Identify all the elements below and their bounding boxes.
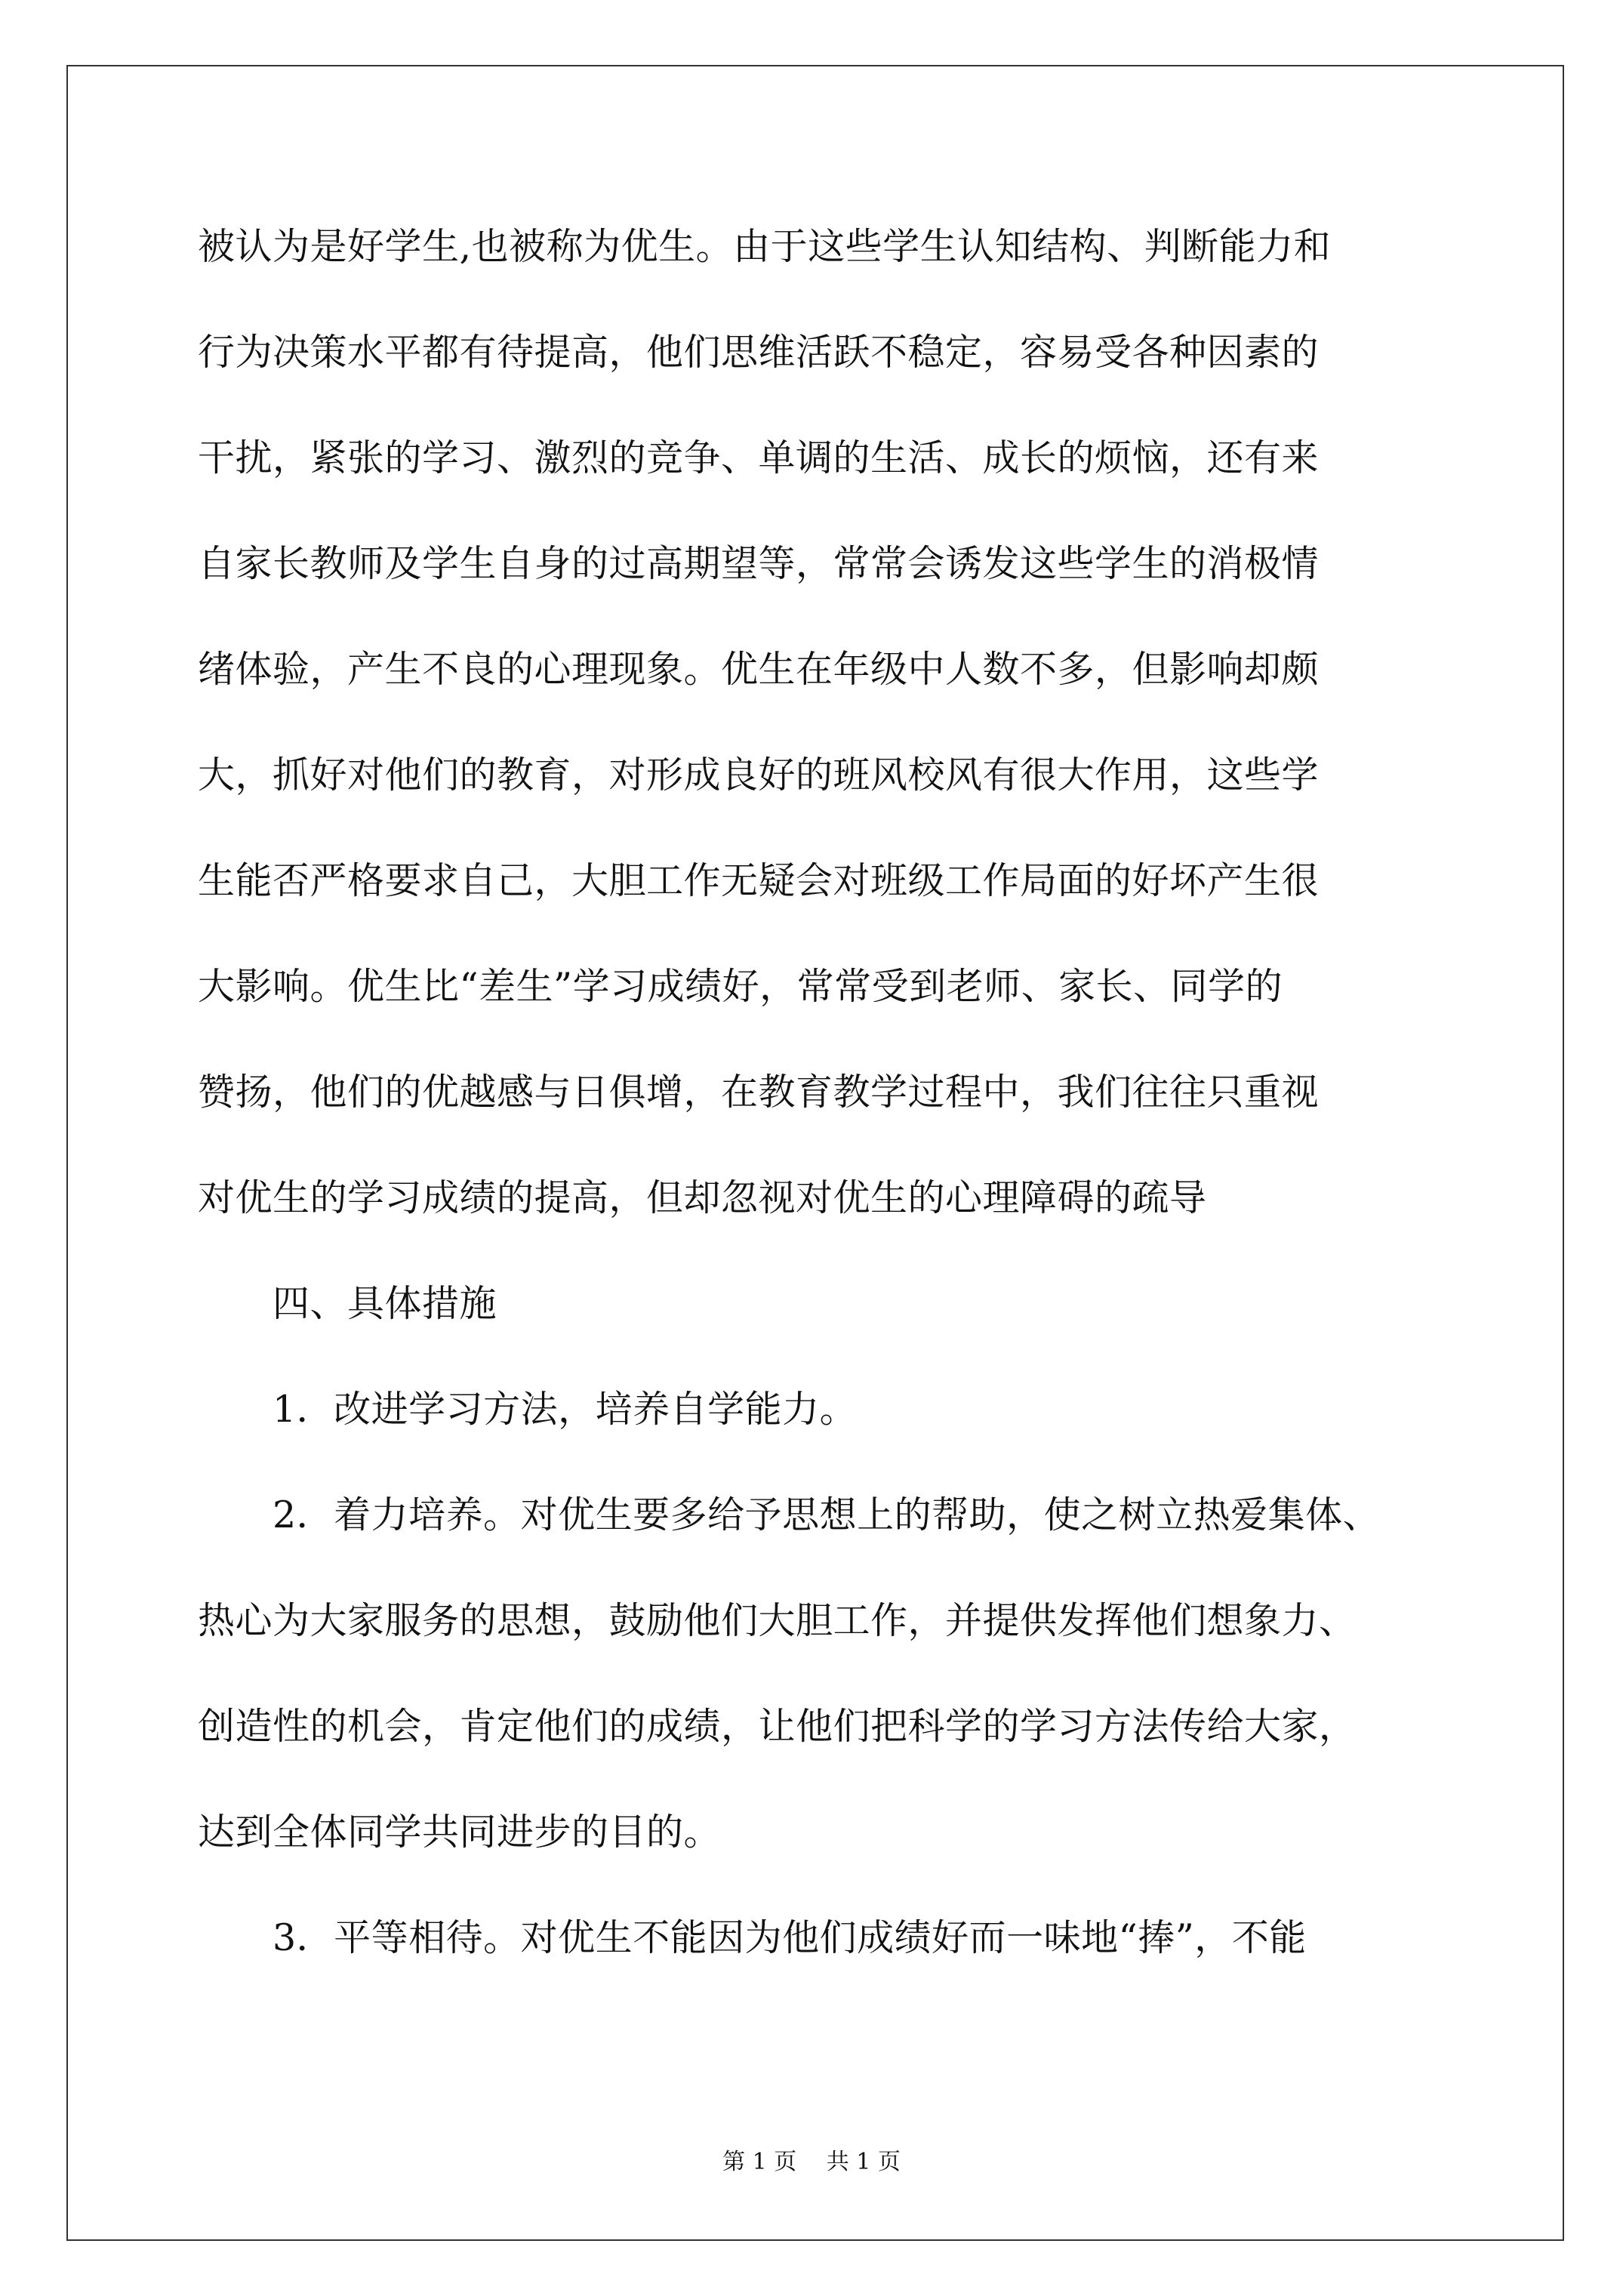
page-footer: 第 1 页 共 1 页 [722,2149,901,2175]
paragraph-line: 达到全体同学共同进步的目的。 [198,1811,722,1854]
paragraph-line: 热心为大家服务的思想，鼓励他们大胆工作，并提供发挥他们想象力、 [198,1599,1357,1642]
paragraph-line: 干扰，紧张的学习、激烈的竞争、单调的生活、成长的烦恼，还有来 [198,436,1320,479]
paragraph-line: 生能否严格要求自己，大胆工作无疑会对班级工作局面的好坏产生很 [198,859,1320,902]
paragraph-line: 绪体验，产生不良的心理现象。优生在年级中人数不多，但影响却颇 [198,648,1320,691]
list-item: 2．着力培养。对优生要多给予思想上的帮助，使之树立热爱集体、 [198,1493,1381,1536]
paragraph-line: 行为决策水平都有待提高，他们思维活跃不稳定，容易受各种因素的 [198,331,1320,374]
list-item: 3．平等相待。对优生不能因为他们成绩好而一味地“捧”，不能 [198,1916,1307,1959]
paragraph-line: 大，抓好对他们的教育，对形成良好的班风校风有很大作用，这些学 [198,754,1320,797]
paragraph-line: 赞扬，他们的优越感与日俱增，在教育教学过程中，我们往往只重视 [198,1071,1320,1114]
paragraph-line: 被认为是好学生,也被称为优生。由于这些学生认知结构、判断能力和 [198,225,1332,268]
paragraph-line: 大影响。优生比“差生”学习成绩好，常常受到老师、家长、同学的 [198,965,1283,1008]
paragraph-line: 对优生的学习成绩的提高，但却忽视对优生的心理障碍的疏导 [198,1176,1207,1219]
section-heading: 四、具体措施 [198,1282,497,1325]
paragraph-line: 创造性的机会，肯定他们的成绩，让他们把科学的学习方法传给大家， [198,1705,1357,1748]
list-item: 1．改进学习方法，培养自学能力。 [198,1388,858,1431]
paragraph-line: 自家长教师及学生自身的过高期望等，常常会诱发这些学生的消极情 [198,542,1320,585]
page-border [66,65,1564,2241]
